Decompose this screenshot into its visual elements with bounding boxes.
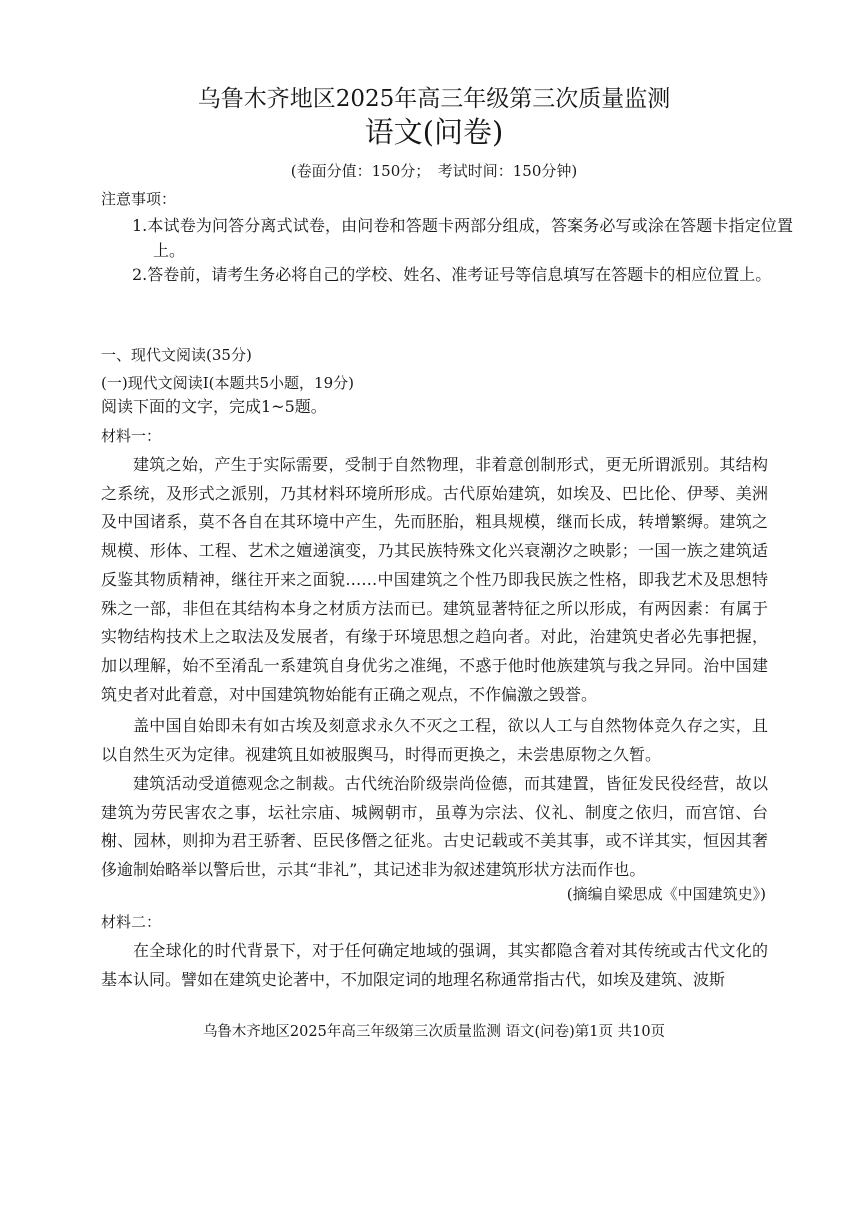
- page-footer: 乌鲁木齐地区2025年高三年级第三次质量监测 语文(问卷)第1页 共10页: [202, 1024, 666, 1040]
- section-heading: 一、现代文阅读(35分): [101, 346, 252, 364]
- notice-item-1: 1.本试卷为问答分离式试卷，由问卷和答题卡两部分组成，答案务必写或涂在答题卡指定位置上。: [132, 216, 793, 260]
- subsection-heading: (一)现代文阅读Ⅰ(本题共5小题，19分): [101, 374, 354, 392]
- exam-meta: (卷面分值：150分； 考试时间：150分钟): [290, 162, 578, 180]
- material-one-paragraph-3: 建筑活动受道德观念之制裁。古代统治阶级崇尚俭德，而其建置，皆征发民役经营，故以建筑为劳民害农之事，坛社宗庙、城阙朝市，虽尊为宗法、仪礼、制度之依归，而宫馆、台榭、园林，则抑为君王骄奢、臣民侈僭之征兆。古史记载或不美其事，或不详其实，恒因其奢侈逾制始略举以警后世，示其“非礼”，其记述非为叙述建筑形状方法而作也。: [101, 774, 768, 880]
- material-one-paragraph-1: 建筑之始，产生于实际需要，受制于自然物理，非着意创制形式，更无所谓派别。其结构之系统，及形式之派别，乃其材料环境所形成。古代原始建筑，如埃及、巴比伦、伊琴、美洲及中国诸系，莫不各自在其环境中产生，先而胚胎，粗具规模，继而长成，转增繁缛。建筑之规模、形体、工程、艺术之嬗递演变，乃其民族特殊文化兴衰潮汐之映影；一国一族之建筑适反鉴其物质精神，继往开来之面貌……中国建筑之个性乃即我民族之性格，即我艺术及思想特殊之一部，非但在其结构本身之材质方法而已。建筑显著特征之所以形成，有两因素：有属于实物结构技术上之取法及发展者，有缘于环境思想之趋向者。对此，治建筑史者必先事把握，加以理解，始不至淆乱一系建筑自身优劣之准绳，不惑于他时他族建筑与我之异同。治中国建筑史者对此着意，对中国建筑物始能有正确之观点，不作偏激之毁誉。: [101, 455, 768, 704]
- notice-heading: 注意事项：: [101, 190, 177, 208]
- material-two-paragraph-1: 在全球化的时代背景下，对于任何确定地域的强调，其实都隐含着对其传统或古代文化的基本认同。譬如在建筑史论著中，不加限定词的地理名称通常指古代，如埃及建筑、波斯: [101, 941, 768, 989]
- material-two-label: 材料二：: [101, 913, 162, 931]
- reading-instruction: 阅读下面的文字，完成1~5题。: [101, 397, 327, 416]
- material-one-label: 材料一：: [101, 427, 162, 445]
- exam-subject: 语文(问卷): [364, 115, 504, 149]
- material-one-source: (摘编自梁思成《中国建筑史》): [566, 885, 766, 903]
- exam-title: 乌鲁木齐地区2025年高三年级第三次质量监测: [197, 86, 671, 112]
- material-one-paragraph-2: 盖中国自始即未有如古埃及刻意求永久不灭之工程，欲以人工与自然物体竞久存之实，且以自然生灭为定律。视建筑且如被服舆马，时得而更换之，未尝患原物之久暂。: [101, 716, 768, 764]
- notice-item-2: 2.答卷前，请考生务必将自己的学校、姓名、准考证号等信息填写在答题卡的相应位置上。: [132, 265, 772, 284]
